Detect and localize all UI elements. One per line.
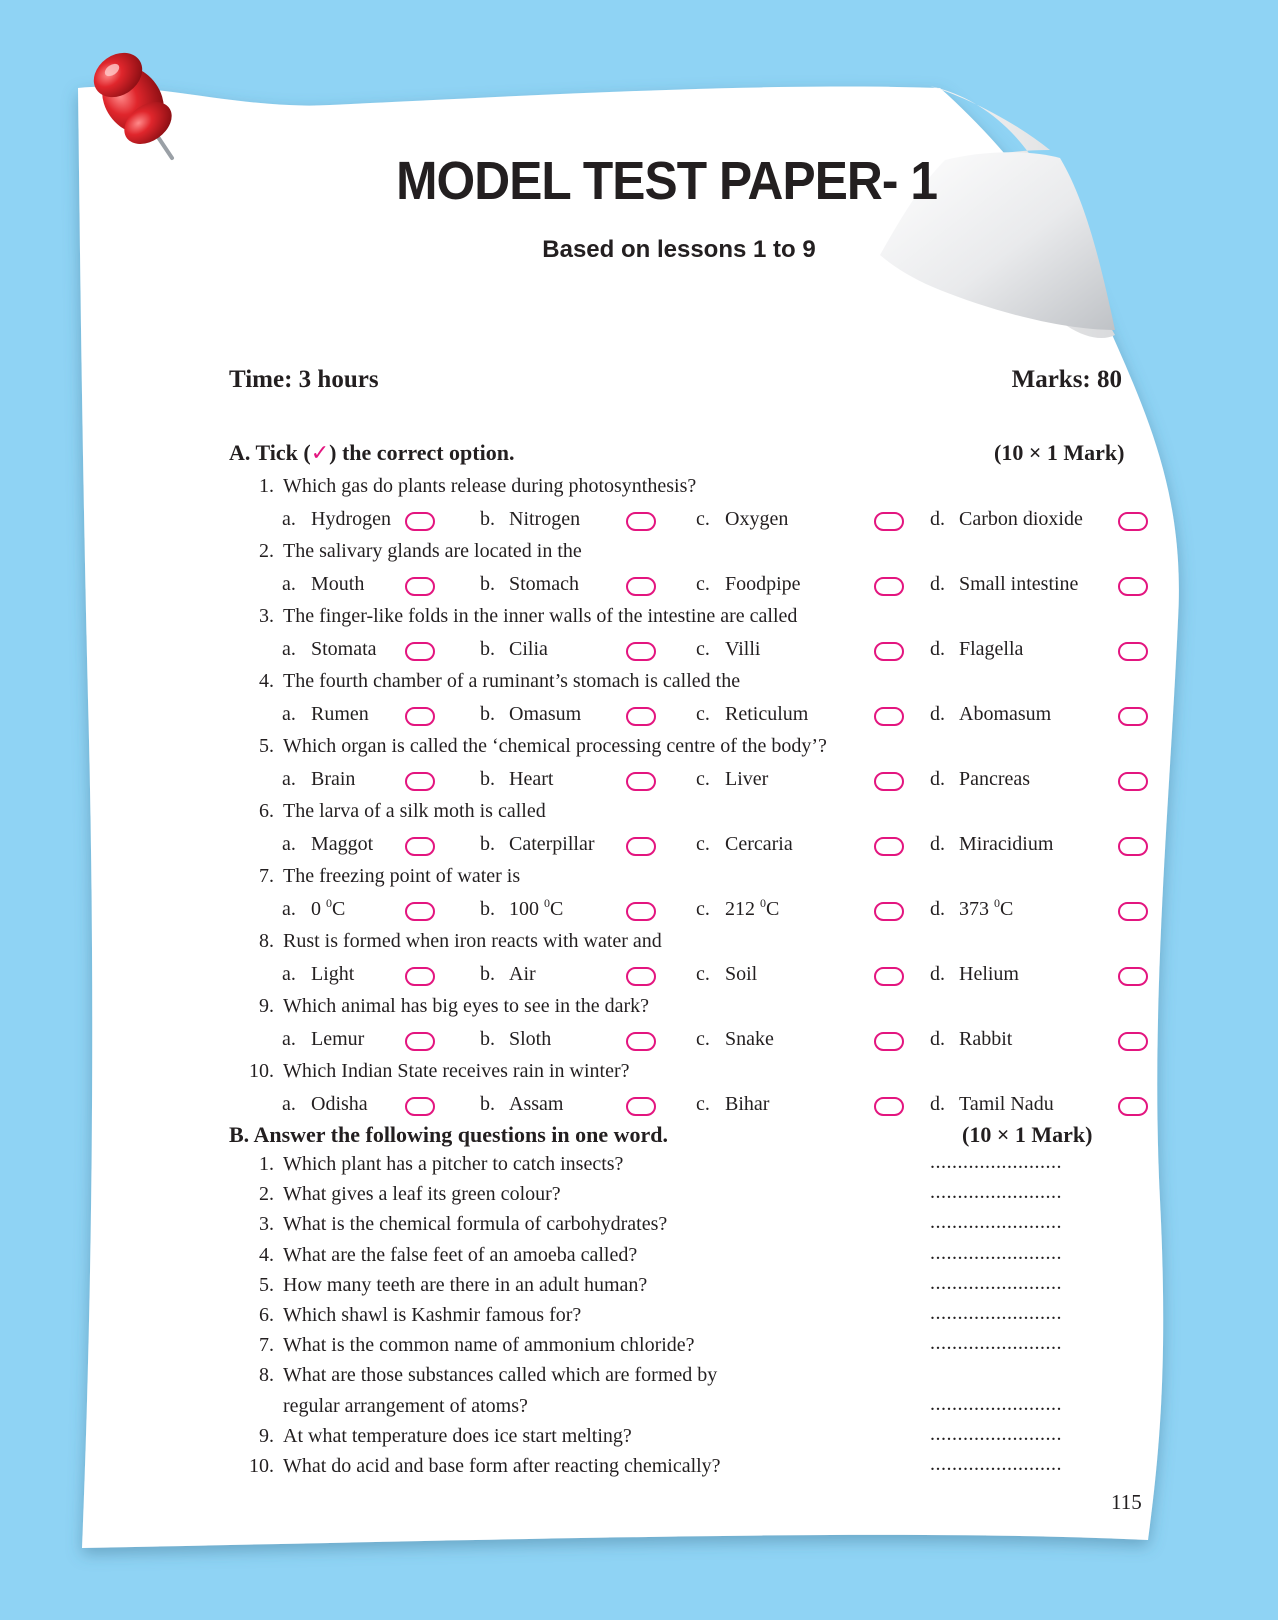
- option-a: [282, 898, 345, 921]
- option-letter: c.: [696, 1028, 710, 1050]
- answer-checkbox[interactable]: [1118, 512, 1148, 531]
- question-text: What is the common name of ammonium chloride?: [283, 1334, 695, 1357]
- question-number: 4.: [259, 670, 274, 692]
- answer-checkbox[interactable]: [626, 967, 656, 986]
- answer-checkbox[interactable]: [874, 577, 904, 596]
- section-a-heading-suffix: ) the correct option.: [329, 440, 515, 465]
- option-text: Lemur: [311, 1028, 365, 1050]
- answer-checkbox[interactable]: [626, 1032, 656, 1051]
- answer-checkbox[interactable]: [1118, 837, 1148, 856]
- question-text: Which Indian State receives rain in winter?: [283, 1060, 630, 1082]
- question-text: Which animal has big eyes to see in the dark?: [283, 995, 649, 1017]
- option-letter: a.: [282, 508, 296, 530]
- question-text: At what temperature does ice start melting?: [283, 1424, 632, 1447]
- option-letter: d.: [930, 898, 945, 920]
- answer-checkbox[interactable]: [1118, 707, 1148, 726]
- question-text: The fourth chamber of a ruminant’s stomach is called the: [283, 670, 741, 692]
- question-number: 8.: [259, 930, 274, 952]
- degree-sign: 0: [544, 896, 550, 910]
- section-b-marks: (10 × 1 Mark): [962, 1122, 1093, 1147]
- option-b: [480, 898, 563, 921]
- option-letter: b.: [480, 963, 495, 985]
- section-a-heading: [229, 440, 514, 466]
- option-letter: c.: [696, 833, 710, 855]
- answer-checkbox[interactable]: [626, 577, 656, 596]
- answer-checkbox[interactable]: [405, 967, 435, 986]
- option-letter: b.: [480, 638, 495, 660]
- answer-checkbox[interactable]: [874, 902, 904, 921]
- option-a: [282, 703, 369, 726]
- option-letter: d.: [930, 1028, 945, 1050]
- option-text: Maggot: [311, 833, 374, 855]
- option-letter: d.: [930, 703, 945, 725]
- option-a: [282, 1093, 368, 1116]
- option-text: Odisha: [311, 1093, 368, 1115]
- option-text: Rabbit: [959, 1028, 1013, 1050]
- option-text: Cilia: [509, 638, 548, 660]
- option-letter: c.: [696, 963, 710, 985]
- answer-checkbox[interactable]: [626, 837, 656, 856]
- option-letter: d.: [930, 508, 945, 530]
- question-number: 5.: [259, 1273, 274, 1296]
- answer-line[interactable]: ........................: [930, 1211, 1062, 1234]
- option-letter: a.: [282, 1028, 296, 1050]
- option-text: Helium: [959, 963, 1019, 985]
- answer-checkbox[interactable]: [405, 1032, 435, 1051]
- question-number: 9.: [259, 995, 274, 1017]
- degree-sign: 0: [994, 896, 1000, 910]
- option-text: Carbon dioxide: [959, 508, 1083, 530]
- option-c: [696, 898, 779, 921]
- option-text: Mouth: [311, 573, 365, 595]
- option-d: [930, 638, 1023, 661]
- answer-checkbox[interactable]: [874, 642, 904, 661]
- option-a: [282, 963, 354, 986]
- answer-checkbox[interactable]: [626, 772, 656, 791]
- option-text: Cercaria: [725, 833, 793, 855]
- option-letter: a.: [282, 898, 296, 920]
- option-letter: c.: [696, 898, 710, 920]
- option-letter: a.: [282, 703, 296, 725]
- option-letter: a.: [282, 833, 296, 855]
- total-marks: Marks: 80: [1011, 366, 1122, 393]
- section-b-heading: B. Answer the following questions in one word.: [229, 1122, 669, 1147]
- tick-mark-icon: ✓: [310, 441, 330, 466]
- option-b: [480, 833, 595, 856]
- option-c: [696, 963, 757, 986]
- time-allowed: Time: 3 hours: [229, 366, 379, 393]
- option-c: [696, 508, 788, 531]
- option-d: [930, 898, 1013, 921]
- question-number: 3.: [259, 1213, 274, 1236]
- option-d: [930, 1093, 1054, 1116]
- answer-checkbox[interactable]: [405, 1097, 435, 1116]
- option-letter: b.: [480, 768, 495, 790]
- question-number: 8.: [259, 1364, 274, 1387]
- option-c: [696, 768, 768, 791]
- question-text: What are the false feet of an amoeba called?: [283, 1243, 638, 1266]
- option-d: [930, 703, 1051, 726]
- option-letter: a.: [282, 963, 296, 985]
- option-letter: c.: [696, 1093, 710, 1115]
- question-number: 1.: [259, 1153, 274, 1175]
- option-c: [696, 1028, 774, 1051]
- option-d: [930, 1028, 1012, 1051]
- question-number: 9.: [259, 1424, 274, 1447]
- answer-checkbox[interactable]: [626, 707, 656, 726]
- answer-checkbox[interactable]: [1118, 1097, 1148, 1116]
- option-letter: b.: [480, 1028, 495, 1050]
- option-letter: d.: [930, 638, 945, 660]
- option-letter: a.: [282, 768, 296, 790]
- answer-checkbox[interactable]: [626, 642, 656, 661]
- answer-checkbox[interactable]: [405, 837, 435, 856]
- answer-line[interactable]: ........................: [930, 1392, 1062, 1415]
- option-d: [930, 768, 1030, 791]
- option-letter: c.: [696, 703, 710, 725]
- answer-checkbox[interactable]: [1118, 967, 1148, 986]
- option-text: Brain: [311, 768, 356, 790]
- option-c: [696, 833, 793, 856]
- answer-checkbox[interactable]: [1118, 577, 1148, 596]
- unit-label: C: [766, 898, 780, 920]
- question-number: 5.: [259, 735, 274, 757]
- section-a-heading-prefix: A. Tick (: [229, 440, 311, 465]
- answer-checkbox[interactable]: [405, 512, 435, 531]
- question-text: Which plant has a pitcher to catch insects?: [283, 1153, 624, 1175]
- answer-checkbox[interactable]: [626, 902, 656, 921]
- answer-checkbox[interactable]: [405, 642, 435, 661]
- option-text: 373: [959, 898, 989, 920]
- question-text: The finger-like folds in the inner walls of the intestine are called: [283, 605, 798, 627]
- question-text: What is the chemical formula of carbohydrates?: [283, 1213, 668, 1236]
- option-c: [696, 1093, 769, 1116]
- question-number: 2.: [259, 1183, 274, 1206]
- option-letter: b.: [480, 1093, 495, 1115]
- option-text: Pancreas: [959, 768, 1031, 790]
- answer-checkbox[interactable]: [405, 577, 435, 596]
- answer-checkbox[interactable]: [874, 707, 904, 726]
- answer-checkbox[interactable]: [874, 837, 904, 856]
- option-letter: c.: [696, 508, 710, 530]
- answer-line[interactable]: ........................: [930, 1453, 1062, 1475]
- answer-checkbox[interactable]: [1118, 772, 1148, 791]
- option-c: [696, 703, 808, 726]
- answer-checkbox[interactable]: [405, 772, 435, 791]
- option-text: Air: [509, 963, 536, 985]
- option-text: Flagella: [959, 638, 1024, 660]
- answer-checkbox[interactable]: [626, 1097, 656, 1116]
- option-letter: b.: [480, 508, 495, 530]
- answer-checkbox[interactable]: [626, 512, 656, 531]
- question-text: Rust is formed when iron reacts with water and: [283, 930, 662, 952]
- page-number: 115: [1111, 1490, 1142, 1514]
- option-text: Omasum: [509, 703, 582, 725]
- option-b: [480, 1093, 563, 1116]
- option-text: Small intestine: [959, 573, 1079, 595]
- option-text: Soil: [725, 963, 758, 985]
- question-number: 10.: [249, 1060, 274, 1082]
- option-letter: d.: [930, 833, 945, 855]
- option-text: 100: [509, 898, 539, 920]
- option-text: 212: [725, 898, 755, 920]
- question-text: How many teeth are there in an adult human?: [283, 1273, 648, 1296]
- question-text: What do acid and base form after reacting chemically?: [283, 1455, 721, 1477]
- question-number: 3.: [259, 605, 274, 627]
- page-title: MODEL TEST PAPER- 1: [396, 151, 938, 211]
- option-text: Stomach: [509, 573, 579, 595]
- answer-checkbox[interactable]: [874, 1097, 904, 1116]
- option-text: Assam: [509, 1093, 564, 1115]
- question-text: The freezing point of water is: [283, 865, 521, 887]
- answer-checkbox[interactable]: [405, 707, 435, 726]
- option-letter: b.: [480, 898, 495, 920]
- option-text: Bihar: [725, 1093, 770, 1115]
- answer-line[interactable]: ........................: [930, 1332, 1062, 1355]
- option-a: [282, 573, 364, 596]
- answer-checkbox[interactable]: [874, 512, 904, 531]
- option-b: [480, 508, 580, 531]
- option-c: [696, 638, 760, 661]
- option-text: Hydrogen: [311, 508, 391, 530]
- option-b: [480, 1028, 551, 1051]
- answer-checkbox[interactable]: [1118, 642, 1148, 661]
- option-letter: d.: [930, 768, 945, 790]
- option-letter: b.: [480, 703, 495, 725]
- question-text: The larva of a silk moth is called: [283, 800, 546, 822]
- question-number: 7.: [259, 1334, 274, 1357]
- unit-label: C: [1000, 898, 1014, 920]
- option-letter: c.: [696, 638, 710, 660]
- option-text: Abomasum: [959, 703, 1052, 725]
- option-a: [282, 1028, 364, 1051]
- option-b: [480, 638, 548, 661]
- option-letter: c.: [696, 573, 710, 595]
- degree-sign: 0: [326, 896, 332, 910]
- option-letter: d.: [930, 963, 945, 985]
- option-letter: b.: [480, 573, 495, 595]
- answer-checkbox[interactable]: [874, 967, 904, 986]
- unit-label: C: [332, 898, 346, 920]
- option-b: [480, 963, 536, 986]
- question-number: 7.: [259, 865, 274, 887]
- answer-line[interactable]: ........................: [930, 1151, 1062, 1173]
- question-text: What gives a leaf its green colour?: [283, 1183, 561, 1206]
- option-letter: c.: [696, 768, 710, 790]
- question-number: 6.: [259, 800, 274, 822]
- question-number: 4.: [259, 1243, 274, 1266]
- option-text: Liver: [725, 768, 769, 790]
- answer-checkbox[interactable]: [1118, 1032, 1148, 1051]
- option-text: Reticulum: [725, 703, 809, 725]
- answer-checkbox[interactable]: [405, 902, 435, 921]
- option-letter: a.: [282, 573, 296, 595]
- option-a: [282, 768, 355, 791]
- option-text: Foodpipe: [725, 573, 801, 595]
- option-b: [480, 573, 579, 596]
- answer-line[interactable]: ........................: [930, 1302, 1062, 1324]
- question-number: 6.: [259, 1304, 274, 1326]
- option-text: Heart: [509, 768, 554, 790]
- option-text: Oxygen: [725, 508, 789, 530]
- question-text: Which organ is called the ‘chemical processing centre of the body’?: [283, 735, 827, 757]
- answer-line[interactable]: ........................: [930, 1181, 1062, 1204]
- answer-line[interactable]: ........................: [930, 1422, 1062, 1445]
- option-a: [282, 833, 373, 856]
- option-d: [930, 833, 1053, 856]
- option-text: 0: [311, 898, 321, 920]
- question-number: 2.: [259, 540, 274, 562]
- option-text: Rumen: [311, 703, 369, 725]
- option-text: Caterpillar: [509, 833, 595, 855]
- option-a: [282, 638, 377, 661]
- option-text: Tamil Nadu: [959, 1093, 1054, 1115]
- option-letter: d.: [930, 573, 945, 595]
- answer-checkbox[interactable]: [874, 772, 904, 791]
- degree-sign: 0: [760, 896, 766, 910]
- question-text: Which gas do plants release during photosynthesis?: [283, 475, 697, 497]
- unit-label: C: [550, 898, 564, 920]
- option-letter: d.: [930, 1093, 945, 1115]
- option-c: [696, 573, 801, 596]
- option-text: Miracidium: [959, 833, 1054, 855]
- question-text: Which shawl is Kashmir famous for?: [283, 1304, 582, 1326]
- question-text-continued: regular arrangement of atoms?: [283, 1394, 528, 1417]
- question-number: 10.: [249, 1455, 274, 1477]
- option-b: [480, 703, 581, 726]
- option-text: Nitrogen: [509, 508, 581, 530]
- option-text: Villi: [725, 638, 761, 660]
- option-letter: a.: [282, 1093, 296, 1115]
- answer-line[interactable]: ........................: [930, 1241, 1062, 1264]
- option-text: Light: [311, 963, 355, 985]
- question-number: 1.: [259, 475, 274, 497]
- option-text: Sloth: [509, 1028, 552, 1050]
- option-a: [282, 508, 391, 531]
- option-d: [930, 963, 1019, 986]
- option-b: [480, 768, 553, 791]
- answer-line[interactable]: ........................: [930, 1271, 1062, 1294]
- option-letter: b.: [480, 833, 495, 855]
- question-text: The salivary glands are located in the: [283, 540, 582, 562]
- option-text: Stomata: [311, 638, 377, 660]
- option-d: [930, 508, 1083, 531]
- page-subtitle: Based on lessons 1 to 9: [542, 236, 816, 263]
- option-text: Snake: [725, 1028, 774, 1050]
- option-letter: a.: [282, 638, 296, 660]
- answer-checkbox[interactable]: [1118, 902, 1148, 921]
- answer-checkbox[interactable]: [874, 1032, 904, 1051]
- section-a-marks: (10 × 1 Mark): [994, 440, 1125, 465]
- option-d: [930, 573, 1078, 596]
- question-text: What are those substances called which are formed by: [283, 1364, 718, 1387]
